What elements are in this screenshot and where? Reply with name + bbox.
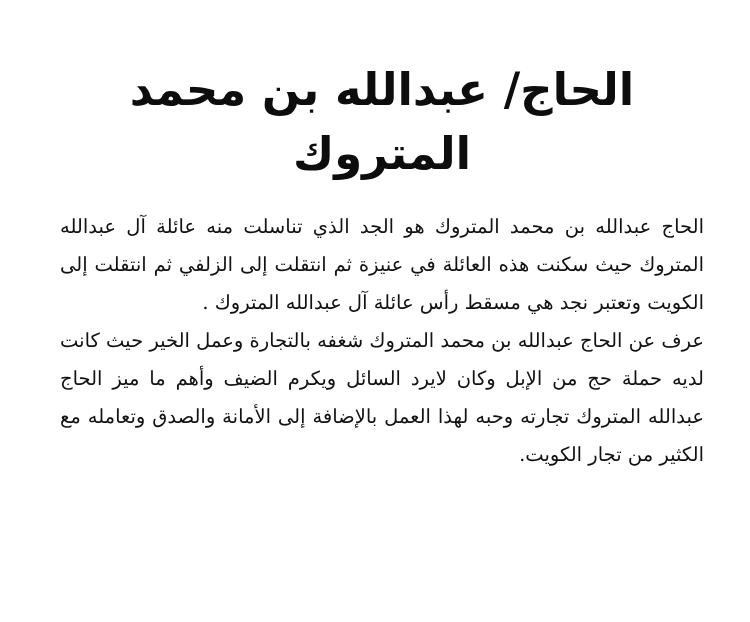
document-body bbox=[60, 208, 704, 474]
page-title: الحاج/ عبدالله بن محمد المتروك bbox=[129, 63, 635, 180]
paragraph-2: عرف عن الحاج عبدالله بن محمد المتروك شغفه بالتجارة وعمل الخير حيث كانت لديه حملة حج من الإبل وكان لايرد السائل ويكرم الضيف وأهم ما ميز الحاج عبدالله المتروك تجارته وحبه لهذا العمل بالإضافة إلى الأمانة والصدق وتعامله مع الكثير من تجار الكويت. bbox=[60, 329, 704, 466]
paragraph-1: الحاج عبدالله بن محمد المتروك هو الجد الذي تناسلت منه عائلة آل عبدالله المتروك حيث سكنت هذه العائلة في عنيزة ثم انتقلت إلى الزلفي ثم انتقلت إلى الكويت وتعتبر نجد هي مسقط رأس عائلة آل عبدالله المتروك . bbox=[60, 215, 704, 314]
